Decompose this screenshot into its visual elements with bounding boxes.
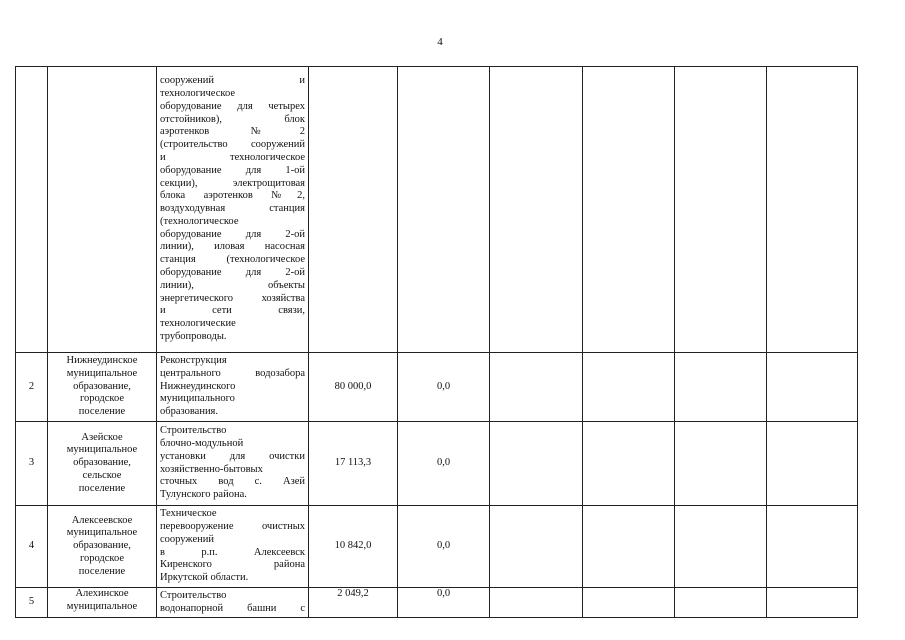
empty-cell: [583, 588, 675, 618]
table-row: [16, 588, 858, 618]
description-line: сооружений и: [160, 75, 305, 87]
description-line: отстойников), блок: [160, 113, 305, 125]
description-line: аэротенков №2: [160, 126, 305, 138]
empty-cell: [490, 67, 583, 353]
description-line: хозяйственно-бытовых: [160, 463, 263, 475]
description-line: и технологическое: [160, 151, 305, 163]
municipality-cell: [48, 506, 157, 588]
empty-cell: [767, 67, 858, 353]
description-line: технологические: [160, 318, 236, 330]
municipality-line: образование,: [73, 380, 131, 392]
table-row: [16, 506, 858, 588]
value-cell: 0,0: [398, 353, 490, 422]
description-line: Техническое: [160, 508, 217, 520]
municipality-line: муниципальное: [66, 527, 138, 539]
project-description-cell: [157, 588, 309, 618]
description-line: блочно-модульной: [160, 437, 244, 449]
description-line: Строительство: [160, 589, 227, 601]
row-number-cell: 2: [16, 353, 48, 422]
row-number-cell: 4: [16, 506, 48, 588]
description-line: станция (технологическое: [160, 254, 305, 266]
page-number: 4: [437, 36, 443, 48]
empty-cell: [767, 588, 858, 618]
municipality-line: Алехинское: [75, 588, 129, 599]
cost-cell: 17 113,3: [309, 422, 398, 506]
description-line: трубопроводы.: [160, 331, 227, 343]
row-number-cell: 5: [16, 588, 48, 618]
project-description-cell: [157, 422, 309, 506]
description-line: сооружений: [160, 533, 215, 545]
empty-cell: [675, 422, 767, 506]
cost-cell: 80 000,0: [309, 353, 398, 422]
description-line: блока аэротенков №2,: [160, 190, 305, 202]
municipality-cell: [48, 422, 157, 506]
value-cell: 0,0: [398, 588, 490, 618]
municipality-line: Нижнеудинское: [66, 355, 138, 366]
empty-cell: [490, 588, 583, 618]
description-line: и сети связи,: [160, 305, 305, 317]
description-line: технологическое: [160, 87, 235, 99]
description-line: линии), объекты: [160, 279, 305, 291]
cost-cell: 10 842,0: [309, 506, 398, 588]
empty-cell: [490, 422, 583, 506]
row-number-cell: [16, 67, 48, 353]
description-line: Тулунского района.: [160, 489, 247, 501]
description-line: образования.: [160, 406, 219, 418]
empty-cell: [675, 67, 767, 353]
description-line: водонапорной башни с: [160, 602, 305, 614]
description-line: (технологическое: [160, 215, 239, 227]
description-line: Киренского района: [160, 559, 305, 571]
description-line: Строительство: [160, 425, 227, 437]
description-line: муниципального: [160, 393, 235, 405]
description-line: оборудование для четырех: [160, 100, 305, 112]
description-line: центрального водозабора: [160, 367, 305, 379]
table-row: [16, 67, 858, 353]
municipality-line: Алексеевское: [71, 514, 133, 526]
description-line: перевооружение очистных: [160, 520, 305, 532]
municipality-line: городское: [79, 393, 125, 405]
empty-cell: [583, 353, 675, 422]
municipality-cell: [48, 588, 157, 618]
empty-cell: [767, 506, 858, 588]
empty-cell: [490, 353, 583, 422]
municipality-cell: [48, 353, 157, 422]
description-line: энергетического хозяйства: [160, 292, 305, 304]
description-line: Иркутской области.: [160, 572, 249, 584]
description-line: оборудование для 1-ой: [160, 164, 305, 176]
empty-cell: [675, 353, 767, 422]
description-line: (строительство сооружений: [160, 139, 305, 151]
description-line: установки для очистки: [160, 450, 305, 462]
municipality-line: образование,: [73, 540, 131, 552]
municipality-line: поселение: [78, 482, 126, 494]
empty-cell: [583, 506, 675, 588]
municipality-line: муниципальное: [66, 367, 138, 379]
empty-cell: [583, 422, 675, 506]
value-cell: [398, 67, 490, 353]
description-line: Нижнеудинского: [160, 380, 236, 392]
cost-cell: 2 049,2: [309, 588, 398, 618]
table-row: [16, 422, 858, 506]
municipality-line: муниципальное: [66, 600, 138, 612]
value-cell: 0,0: [398, 422, 490, 506]
project-description-cell: [157, 353, 309, 422]
municipality-line: городское: [79, 552, 125, 564]
table-row: [16, 353, 858, 422]
municipality-line: образование,: [73, 457, 131, 469]
municipality-line: сельское: [82, 469, 122, 481]
empty-cell: [767, 422, 858, 506]
empty-cell: [675, 506, 767, 588]
project-description-cell: [157, 67, 309, 353]
value-cell: 0,0: [398, 506, 490, 588]
municipality-line: поселение: [78, 406, 126, 418]
empty-cell: [675, 588, 767, 618]
data-table: [15, 66, 858, 618]
empty-cell: [583, 67, 675, 353]
municipality-line: муниципальное: [66, 444, 138, 456]
row-number-cell: 3: [16, 422, 48, 506]
description-line: линии), иловая насосная: [160, 241, 305, 253]
cost-cell: [309, 67, 398, 353]
description-line: оборудование для 2-ой: [160, 228, 305, 240]
description-line: оборудование для 2-ой: [160, 267, 305, 279]
empty-cell: [767, 353, 858, 422]
municipality-line: Азейское: [81, 431, 123, 443]
project-description-cell: [157, 506, 309, 588]
empty-cell: [490, 506, 583, 588]
description-line: в р.п. Алексеевск: [160, 546, 305, 558]
description-line: Реконструкция: [160, 355, 227, 366]
description-line: воздуходувная станция: [160, 203, 305, 215]
description-line: секции), электрощитовая: [160, 177, 305, 189]
municipality-line: поселение: [78, 565, 126, 577]
municipality-cell: [48, 67, 157, 353]
description-line: сточных вод с. Азей: [160, 476, 305, 488]
